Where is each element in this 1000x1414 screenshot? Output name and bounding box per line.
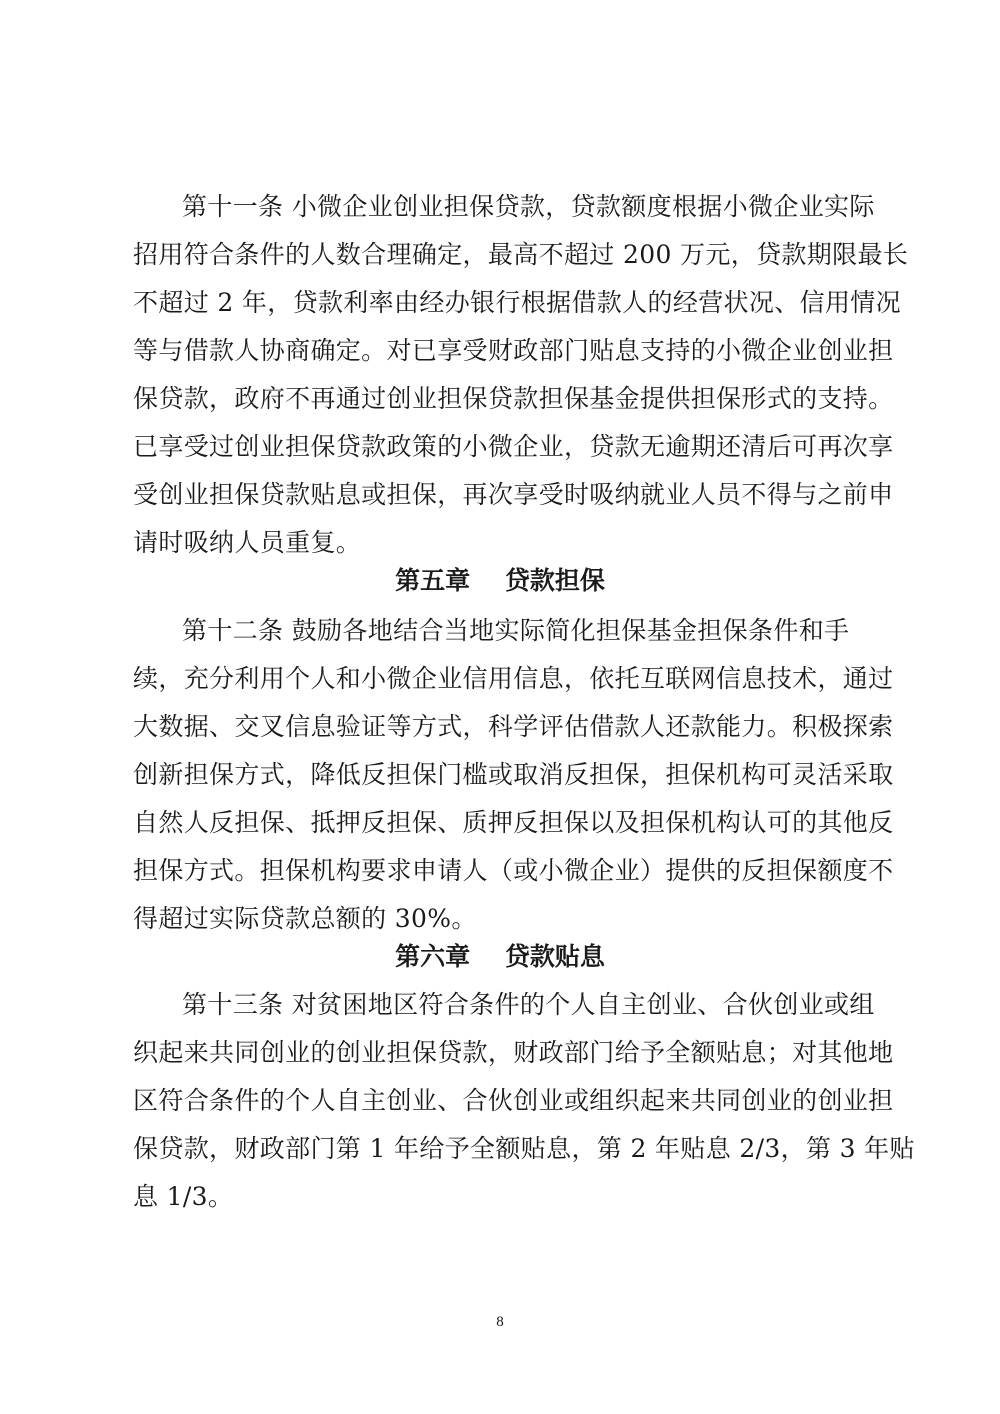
paragraph-line: 招用符合条件的人数合理确定，最高不超过 200 万元，贷款期限最长	[133, 240, 909, 269]
paragraph-line: 得超过实际贷款总额的 30%。	[133, 904, 477, 933]
paragraph-line: 不超过 2 年，贷款利率由经办银行根据借款人的经营状况、信用情况	[133, 288, 902, 317]
chapter-heading: 第五章 贷款担保	[395, 566, 605, 595]
paragraph-line: 第十一条 小微企业创业担保贷款，贷款额度根据小微企业实际	[182, 192, 875, 221]
paragraph-line: 息 1/3。	[133, 1182, 234, 1211]
paragraph-line: 保贷款，政府不再通过创业担保贷款担保基金提供担保形式的支持。	[133, 384, 894, 413]
paragraph-line: 大数据、交叉信息验证等方式，科学评估借款人还款能力。积极探索	[133, 712, 894, 741]
paragraph-line: 担保方式。担保机构要求申请人（或小微企业）提供的反担保额度不	[133, 856, 894, 885]
paragraph-line: 保贷款，财政部门第 1 年给予全额贴息，第 2 年贴息 2/3，第 3 年贴	[133, 1134, 915, 1163]
paragraph-line: 区符合条件的个人自主创业、合伙创业或组织起来共同创业的创业担	[133, 1086, 894, 1115]
paragraph-line: 创新担保方式，降低反担保门槛或取消反担保，担保机构可灵活采取	[133, 760, 894, 789]
chapter-heading: 第六章 贷款贴息	[395, 942, 605, 971]
paragraph-line: 第十二条 鼓励各地结合当地实际简化担保基金担保条件和手	[182, 616, 850, 645]
paragraph-line: 织起来共同创业的创业担保贷款，财政部门给予全额贴息；对其他地	[133, 1038, 894, 1067]
page-number: 8	[496, 1314, 504, 1330]
paragraph-line: 已享受过创业担保贷款政策的小微企业，贷款无逾期还清后可再次享	[133, 432, 894, 461]
paragraph-line: 自然人反担保、抵押反担保、质押反担保以及担保机构认可的其他反	[133, 808, 894, 837]
paragraph-line: 请时吸纳人员重复。	[133, 528, 362, 557]
paragraph-line: 受创业担保贷款贴息或担保，再次享受时吸纳就业人员不得与之前申	[133, 480, 894, 509]
paragraph-line: 等与借款人协商确定。对已享受财政部门贴息支持的小微企业创业担	[133, 336, 894, 365]
paragraph-line: 续，充分利用个人和小微企业信用信息，依托互联网信息技术，通过	[133, 664, 894, 693]
paragraph-line: 第十三条 对贫困地区符合条件的个人自主创业、合伙创业或组	[182, 990, 875, 1019]
